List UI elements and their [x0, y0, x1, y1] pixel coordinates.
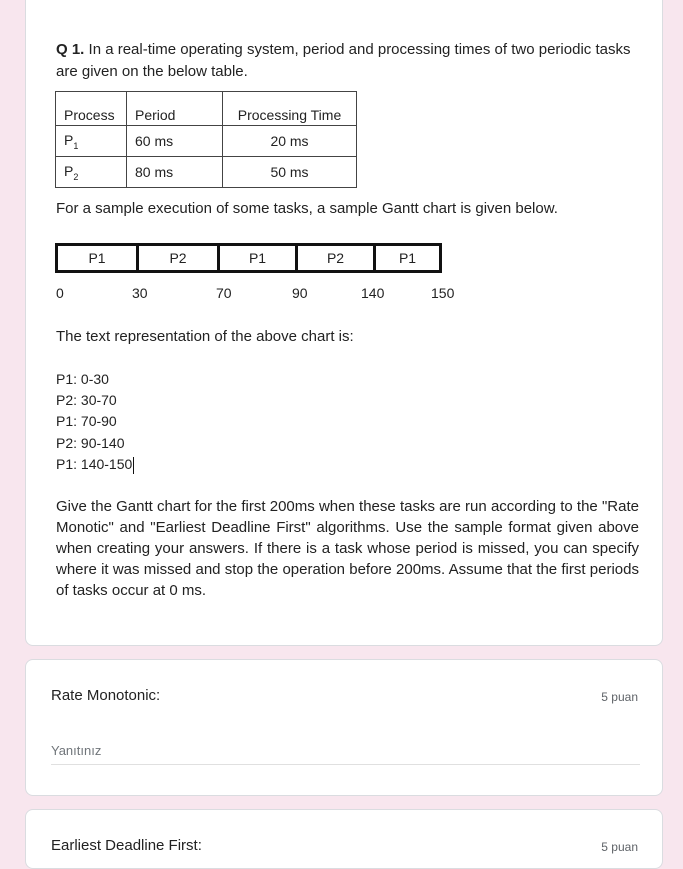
points-badge: 5 puan [601, 690, 638, 704]
question-label: Earliest Deadline First: [51, 837, 202, 854]
text-line: P2: 90-140 [56, 434, 125, 451]
gantt-tick: 0 [56, 285, 64, 301]
question-label: Rate Monotonic: [51, 687, 161, 704]
question-number: Q 1. [56, 41, 85, 58]
text-line: P2: 30-70 [56, 392, 117, 409]
process-table [55, 91, 357, 188]
table-header-row [56, 92, 357, 126]
process-subscript: 1 [73, 140, 79, 151]
cell-period: 80 ms [127, 157, 223, 188]
process-subscript: 2 [73, 171, 79, 182]
text-line-last [56, 454, 134, 475]
gantt-segment: P2 [298, 246, 376, 270]
table-row [56, 126, 357, 157]
gantt-tick: 70 [216, 285, 232, 301]
gantt-segment: P2 [139, 246, 220, 270]
text-line: P1: 0-30 [56, 371, 109, 387]
gantt-segment: P1 [398, 250, 417, 266]
cell-period: 60 ms [127, 126, 223, 157]
header-period: Period [127, 92, 223, 126]
process-name: P [64, 131, 74, 148]
question-card-2 [25, 659, 663, 796]
question-title [56, 39, 646, 83]
question-intro: In a real-time operating system, period and processing times of two periodic tasks are given on the below table. [56, 41, 631, 80]
text-representation-intro: The text representation of the above chart is: [56, 328, 354, 345]
gantt-tick: 150 [431, 285, 455, 301]
answer-input[interactable]: Yanıtınız [51, 743, 640, 765]
cell-process [56, 126, 127, 157]
cell-process [56, 157, 127, 188]
sample-intro-text: For a sample execution of some tasks, a sample Gantt chart is given below. [56, 200, 558, 217]
text-cursor [133, 457, 134, 474]
table-row [56, 157, 357, 188]
gantt-chart [55, 243, 442, 273]
question-card-1 [25, 0, 663, 646]
gantt-tick: 140 [361, 285, 385, 301]
cell-time: 20 ms [223, 126, 357, 157]
header-processing-time: Processing Time [223, 92, 357, 126]
question-card-3 [25, 809, 663, 869]
process-name: P [64, 162, 74, 179]
points-badge: 5 puan [601, 840, 638, 854]
text-line: P1: 70-90 [56, 413, 117, 430]
text-line: P1: 140-150 [56, 455, 133, 472]
instructions-text: Give the Gantt chart for the first 200ms when these tasks are run according to the "Rate Monotic" and "Earliest Deadline First" algorithms. Use the sample format given above when creating your answers. If there is a task whose period is missed, you can specify where it was missed and stop the operation before 200ms. Assume that the first periods of tasks occur at 0 ms. [56, 498, 639, 599]
gantt-segment: P1 [220, 246, 298, 270]
header-process: Process [56, 92, 127, 126]
gantt-segment: P1 [58, 246, 139, 270]
text-representation [56, 369, 134, 475]
gantt-tick: 30 [132, 285, 148, 301]
gantt-tick: 90 [292, 285, 308, 301]
cell-time: 50 ms [223, 157, 357, 188]
